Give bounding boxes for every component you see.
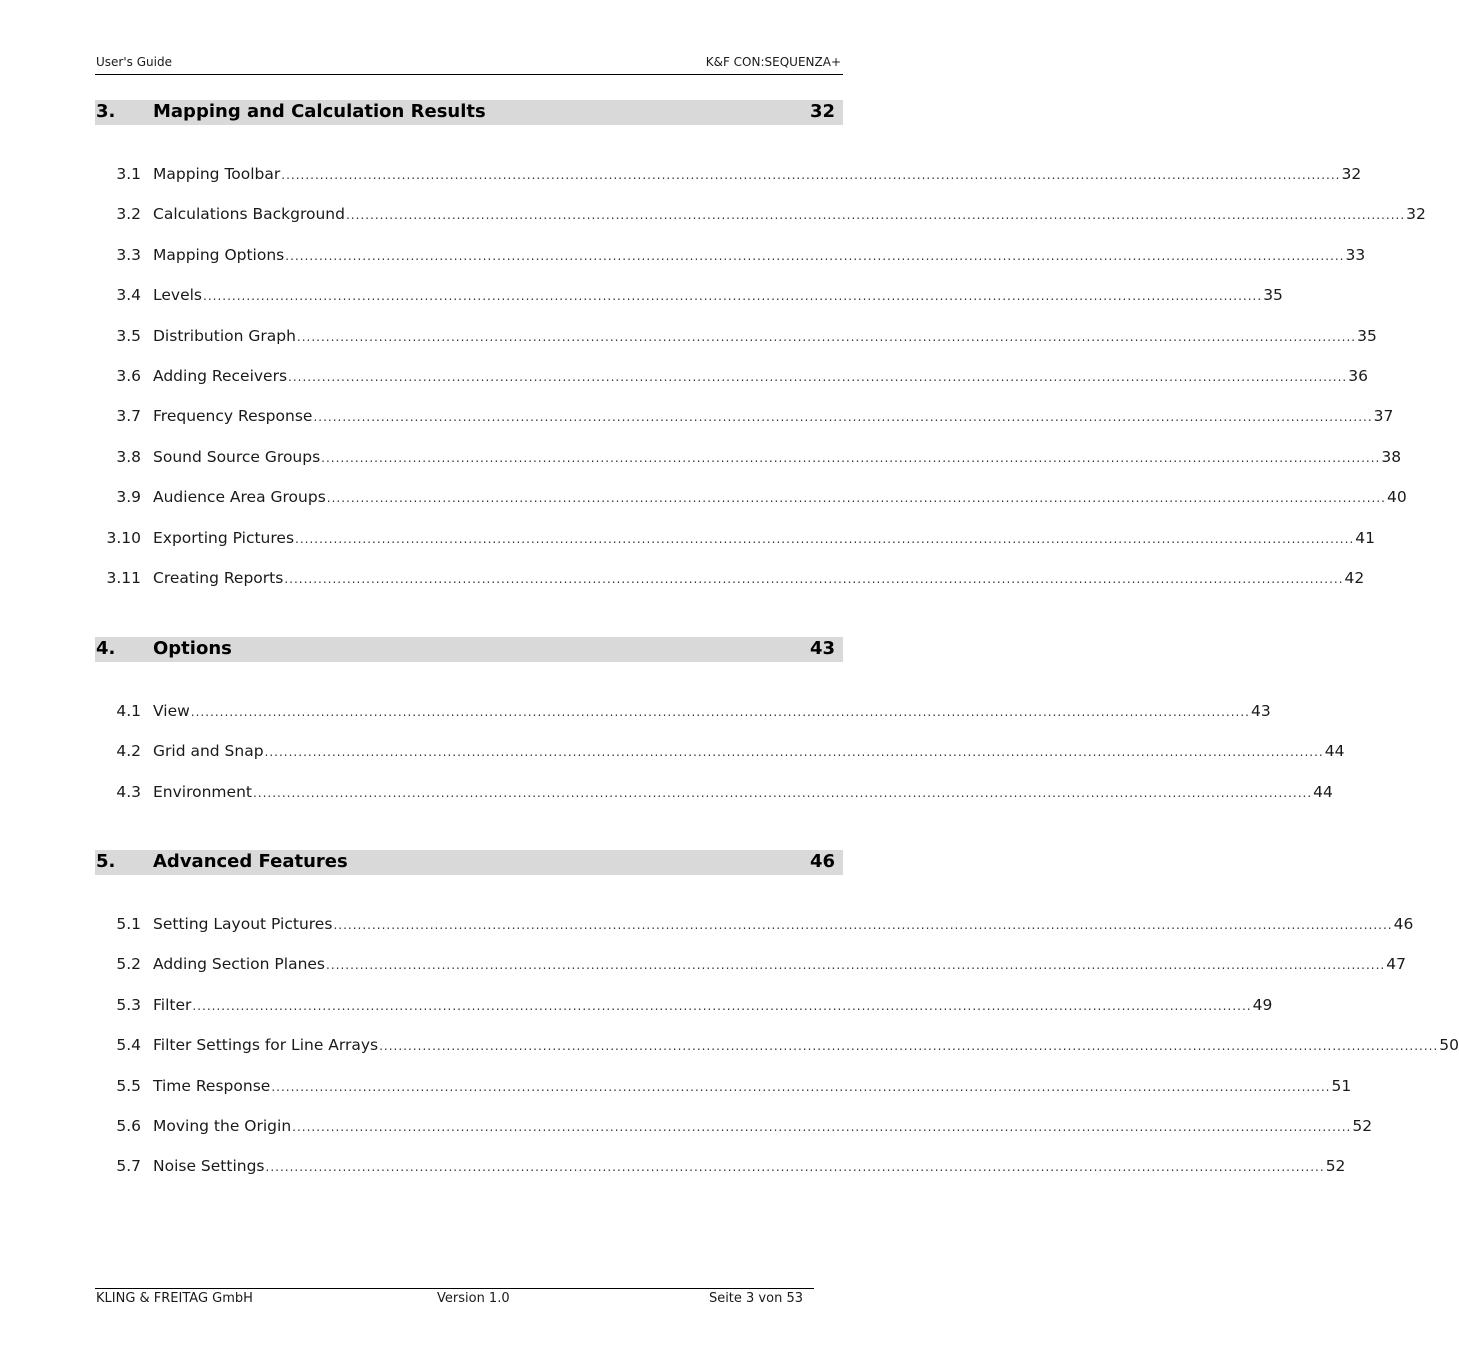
toc-section: [95, 850, 1459, 1196]
toc-entry-number: 3.11: [106, 568, 141, 587]
toc-entry-page: 40: [1386, 488, 1407, 507]
toc-entry-title: Mapping Options: [153, 245, 285, 264]
toc-entry-page: 44: [1313, 782, 1333, 801]
toc-entry-title: Filter: [153, 995, 192, 1014]
toc-entry[interactable]: [95, 527, 1375, 567]
toc-entry-title: Setting Layout Pictures: [153, 915, 333, 933]
toc-entry-page: 52: [1325, 1157, 1346, 1176]
toc-entry-number: 4.1: [116, 702, 141, 720]
toc-entry-number: 3.4: [116, 286, 141, 305]
toc-entry-number: 3.7: [116, 407, 141, 426]
toc-entry-page: 32: [1341, 165, 1362, 183]
section-heading[interactable]: [95, 850, 843, 875]
toc-entry-title: Adding Section Planes: [153, 955, 326, 974]
toc-entry-line: [153, 203, 1426, 226]
toc-entry-number: 5.1: [116, 915, 141, 933]
toc-entry-title: Creating Reports: [153, 568, 284, 587]
toc-entry-number: 5.3: [116, 995, 141, 1014]
dot-leader: ............................................................................................................................................................................................................................: [379, 1039, 1439, 1054]
toc-entry-title: Time Response: [153, 1076, 271, 1095]
toc-entry-page: 49: [1252, 995, 1273, 1014]
toc-entry-page: 43: [1250, 702, 1271, 720]
toc-entry-title: Levels: [153, 286, 202, 305]
section-title: Mapping and Calculation Results: [153, 101, 486, 122]
footer-page-number: Seite 3 von 53: [708, 1291, 803, 1306]
footer-company: KLING & FREITAG GmbH: [96, 1291, 253, 1306]
toc-entry[interactable]: [95, 163, 1362, 203]
toc-entry-page: 37: [1373, 407, 1394, 426]
toc-entry-title: Sound Source Groups: [153, 447, 321, 466]
toc-entry-page: 35: [1357, 326, 1377, 345]
section-title: Options: [153, 638, 232, 659]
toc-entry-line: [153, 781, 1333, 804]
toc-entry[interactable]: [95, 203, 1426, 243]
toc-entry-page: 44: [1324, 742, 1345, 761]
toc-entry-title: Calculations Background: [153, 205, 345, 224]
toc-entry-page: 51: [1331, 1076, 1352, 1095]
toc-entry-page: 42: [1344, 568, 1365, 587]
toc-entry[interactable]: [95, 1155, 1346, 1195]
dot-leader: ............................................................................................................................................................................................................................: [345, 208, 1406, 223]
toc-entry-number: 3.8: [116, 447, 141, 466]
toc-entry-title: Grid and Snap: [153, 742, 264, 761]
toc-entry-title: Exporting Pictures: [153, 528, 295, 547]
toc-entry-number: 3.2: [116, 205, 141, 224]
toc-entry-line: [153, 446, 1402, 469]
dot-leader: ............................................................................................................................................................................................................................: [333, 918, 1393, 932]
toc-entry-page: 47: [1386, 955, 1406, 974]
dot-leader: ............................................................................................................................................................................................................................: [321, 450, 1381, 465]
section-number: 5.: [96, 851, 116, 872]
toc-entry-line: [153, 1155, 1346, 1178]
toc-entry-line: [153, 244, 1366, 267]
toc-entry-line: [153, 163, 1362, 186]
toc-entry[interactable]: [95, 1034, 1459, 1074]
section-number: 4.: [96, 638, 116, 659]
toc-entry-page: 41: [1355, 528, 1375, 547]
toc-entry[interactable]: [95, 1075, 1352, 1115]
toc-entry-number: 4.3: [116, 782, 141, 801]
dot-leader: ............................................................................................................................................................................................................................: [285, 248, 1345, 263]
toc-entry-number: 3.5: [116, 326, 141, 345]
toc-entry-number: 3.1: [116, 165, 141, 183]
dot-leader: ............................................................................................................................................................................................................................: [326, 958, 1386, 973]
dot-leader: ............................................................................................................................................................................................................................: [192, 998, 1252, 1013]
toc-entry[interactable]: [95, 405, 1394, 445]
dot-leader: ............................................................................................................................................................................................................................: [313, 410, 1373, 425]
section-page: 46: [809, 851, 835, 872]
toc-entry-line: [153, 700, 1271, 723]
toc-entry-number: 3.10: [106, 528, 141, 547]
toc-entry[interactable]: [95, 325, 1377, 365]
dot-leader: ............................................................................................................................................................................................................................: [288, 369, 1348, 384]
toc-entry-title: Audience Area Groups: [153, 488, 326, 507]
dot-leader: ............................................................................................................................................................................................................................: [271, 1079, 1331, 1094]
toc-entry-number: 5.4: [116, 1036, 141, 1055]
toc-entry-title: Filter Settings for Line Arrays: [153, 1036, 379, 1055]
toc-entry[interactable]: [95, 365, 1368, 405]
page-header: [95, 53, 843, 75]
section-title: Advanced Features: [153, 851, 348, 872]
toc-entry-title: Moving the Origin: [153, 1116, 292, 1135]
toc-entry-number: 4.2: [116, 742, 141, 761]
toc-entry[interactable]: [95, 913, 1414, 953]
dot-leader: ............................................................................................................................................................................................................................: [284, 571, 1344, 586]
toc-entry-line: [153, 325, 1377, 348]
toc-entry-title: View: [153, 702, 190, 720]
toc-entry-page: 33: [1345, 245, 1366, 264]
toc-entry-title: Frequency Response: [153, 407, 313, 426]
toc-entry[interactable]: [95, 953, 1406, 993]
toc-entry-line: [153, 913, 1414, 936]
toc-list: [95, 163, 1426, 607]
toc-entry-line: [153, 405, 1394, 428]
toc-entry[interactable]: [95, 994, 1273, 1034]
toc-entry-line: [153, 994, 1273, 1017]
section-heading[interactable]: [95, 100, 843, 125]
toc-list: [95, 913, 1459, 1196]
dot-leader: ............................................................................................................................................................................................................................: [295, 531, 1355, 546]
dot-leader: ............................................................................................................................................................................................................................: [264, 745, 1324, 760]
toc-entry-number: 5.5: [116, 1076, 141, 1095]
toc-entry-page: 38: [1381, 447, 1402, 466]
toc-entry-line: [153, 740, 1345, 763]
toc-entry-page: 52: [1352, 1116, 1373, 1135]
dot-leader: ............................................................................................................................................................................................................................: [203, 289, 1263, 304]
toc-entry-page: 36: [1348, 366, 1368, 385]
toc-entry-line: [153, 527, 1375, 550]
toc-entry[interactable]: [95, 700, 1271, 740]
toc-entry-number: 3.6: [116, 366, 141, 385]
toc-entry-title: Mapping Toolbar: [153, 165, 281, 183]
dot-leader: ............................................................................................................................................................................................................................: [326, 491, 1386, 506]
toc-entry-line: [153, 567, 1365, 590]
toc-entry-page: 35: [1263, 286, 1283, 305]
dot-leader: ............................................................................................................................................................................................................................: [281, 168, 1341, 182]
section-page: 43: [809, 638, 835, 659]
toc-entry-number: 3.3: [116, 245, 141, 264]
section-number: 3.: [96, 101, 116, 122]
toc-entry-title: Adding Receivers: [153, 366, 288, 385]
toc-entry-line: [153, 365, 1368, 388]
dot-leader: ............................................................................................................................................................................................................................: [252, 785, 1313, 800]
dot-leader: ............................................................................................................................................................................................................................: [190, 705, 1250, 719]
header-right: K&F CON:SEQUENZA+: [705, 55, 841, 69]
toc-entry[interactable]: [95, 486, 1407, 526]
toc-entry-title: Noise Settings: [153, 1157, 265, 1176]
toc-entry-line: [153, 1115, 1373, 1138]
toc-entry[interactable]: [95, 1115, 1373, 1155]
toc-entry-page: 32: [1406, 205, 1426, 224]
section-heading[interactable]: [95, 637, 843, 662]
page-footer: [95, 1288, 814, 1306]
toc-entry-page: 46: [1393, 915, 1414, 933]
toc-entry-page: 50: [1439, 1036, 1459, 1055]
toc-entry-number: 3.9: [116, 488, 141, 507]
toc-section: [95, 100, 1426, 607]
toc-entry-line: [153, 953, 1406, 976]
toc-section: [95, 637, 1345, 821]
toc-entry-title: Distribution Graph: [153, 326, 296, 345]
toc-entry-line: [153, 284, 1283, 307]
toc-entry-title: Environment: [153, 782, 252, 801]
toc-entry[interactable]: [95, 781, 1333, 821]
toc-entry[interactable]: [95, 567, 1365, 607]
toc-entry-number: 5.7: [116, 1157, 141, 1176]
footer-version: Version 1.0: [437, 1291, 510, 1306]
toc-entry-number: 5.2: [116, 955, 141, 974]
dot-leader: ............................................................................................................................................................................................................................: [265, 1160, 1325, 1175]
dot-leader: ............................................................................................................................................................................................................................: [296, 329, 1357, 344]
header-left: User's Guide: [96, 55, 172, 69]
toc-list: [95, 700, 1345, 821]
toc-entry[interactable]: [95, 284, 1283, 324]
toc-entry-line: [153, 1075, 1352, 1098]
toc-entry[interactable]: [95, 244, 1366, 284]
toc-entry[interactable]: [95, 740, 1345, 780]
toc-entry-line: [153, 1034, 1459, 1057]
dot-leader: ............................................................................................................................................................................................................................: [292, 1119, 1352, 1134]
toc-entry-number: 5.6: [116, 1116, 141, 1135]
section-page: 32: [809, 101, 835, 122]
toc-entry-line: [153, 486, 1407, 509]
toc-entry[interactable]: [95, 446, 1402, 486]
